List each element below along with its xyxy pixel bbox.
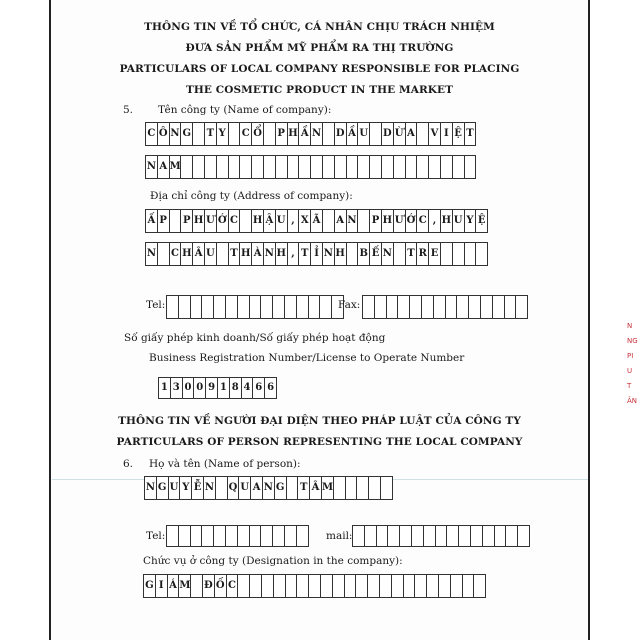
char-box: N (310, 122, 323, 146)
char-box: Ư (204, 209, 217, 233)
char-box: 6 (264, 377, 277, 399)
stamp-text: PI (627, 352, 634, 360)
person-name-grid[interactable] (144, 476, 392, 500)
char-box: Ớ (216, 209, 229, 233)
char-box: Ệ (452, 122, 465, 146)
char-box: E (428, 242, 441, 266)
license-label-english: Business Registration Number/License to Operate Number (149, 352, 465, 364)
company-address-grid-row-1[interactable] (145, 209, 487, 233)
char-box: C (228, 209, 241, 233)
person-mail-grid[interactable] (352, 525, 529, 547)
stamp-text: N (627, 322, 633, 330)
char-box: N (145, 155, 158, 179)
char-box: M (321, 476, 334, 500)
char-box: Ấ (145, 209, 158, 233)
char-box: H (180, 242, 193, 266)
char-box: P (180, 209, 193, 233)
company-name-label: Tên công ty (Name of company): (158, 104, 332, 116)
heading-2-en: PARTICULARS OF PERSON REPRESENTING THE LOCAL COMPANY (116, 436, 523, 448)
person-name-label: Họ và tên (Name of person): (149, 458, 301, 470)
red-stamp-fragment (627, 322, 639, 412)
person-tel-grid[interactable] (166, 525, 308, 547)
char-box: N (203, 476, 216, 500)
char-box: H (192, 209, 205, 233)
empty-char-box (517, 525, 530, 547)
char-box: Ô (157, 122, 170, 146)
char-box: 8 (229, 377, 242, 399)
char-box: , (428, 209, 441, 233)
char-box: , (287, 209, 300, 233)
char-box: P (157, 209, 170, 233)
char-box: H (334, 242, 347, 266)
char-box: Y (464, 209, 477, 233)
stamp-text: ẢN (627, 397, 638, 405)
char-box: T (464, 122, 477, 146)
char-box: Ố (214, 574, 227, 598)
char-box: Ệ (475, 209, 488, 233)
char-box: 1 (158, 377, 171, 399)
char-box: Q (227, 476, 240, 500)
company-fax-grid[interactable] (362, 295, 527, 319)
char-box (475, 242, 488, 266)
char-box: N (322, 242, 335, 266)
right-frame-border (588, 0, 590, 640)
char-box: C (226, 574, 239, 598)
char-box: Ớ (405, 209, 418, 233)
char-box: N (381, 242, 394, 266)
company-name-grid-row-1[interactable] (145, 122, 475, 146)
char-box: T (204, 122, 217, 146)
char-box: P (275, 122, 288, 146)
char-box: T (228, 242, 241, 266)
char-box: Â (192, 242, 205, 266)
char-box: M (169, 155, 182, 179)
heading-en-line-1: PARTICULARS OF LOCAL COMPANY RESPONSIBLE FOR PLACING (119, 63, 520, 75)
company-tel-grid[interactable] (166, 295, 343, 319)
char-box: A (405, 122, 418, 146)
char-box: 9 (205, 377, 218, 399)
empty-char-box (296, 525, 309, 547)
char-box: H (381, 209, 394, 233)
empty-char-box (515, 295, 528, 319)
char-box: Ễ (191, 476, 204, 500)
heading-2-vn: THÔNG TIN VỀ NGƯỜI ĐẠI DIỆN THEO PHÁP LUẬT CỦA CÔNG TY (118, 415, 521, 427)
license-number-grid[interactable] (158, 377, 276, 399)
char-box: U (204, 242, 217, 266)
char-box: 0 (193, 377, 206, 399)
char-box: I (155, 574, 168, 598)
stamp-text: NG (627, 337, 638, 345)
designation-label: Chức vụ ở công ty (Designation in the company): (143, 555, 403, 567)
char-box: 6 (252, 377, 265, 399)
char-box: B (357, 242, 370, 266)
stamp-text: T (627, 382, 632, 390)
char-box: U (357, 122, 370, 146)
char-box: N (169, 122, 182, 146)
char-box: Á (167, 574, 180, 598)
char-box: H (440, 209, 453, 233)
designation-grid[interactable] (143, 574, 485, 598)
char-box: G (274, 476, 287, 500)
char-box: R (416, 242, 429, 266)
char-box: G (156, 476, 169, 500)
char-box: Ế (369, 242, 382, 266)
char-box: N (262, 476, 275, 500)
char-box: Y (216, 122, 229, 146)
section-6-number: 6. (123, 458, 134, 470)
char-box: I (440, 122, 453, 146)
char-box: D (381, 122, 394, 146)
char-box: U (452, 209, 465, 233)
char-box: Ầ (298, 122, 311, 146)
char-box: U (238, 476, 251, 500)
char-box: H (251, 209, 264, 233)
person-mail-label: mail: (326, 530, 353, 542)
char-box: V (428, 122, 441, 146)
left-frame-border (49, 0, 51, 640)
char-box: N (346, 209, 359, 233)
char-box: Ổ (251, 122, 264, 146)
char-box: A (250, 476, 263, 500)
char-box: N (263, 242, 276, 266)
company-address-label: Địa chỉ công ty (Address of company): (150, 190, 353, 202)
char-box: H (287, 122, 300, 146)
char-box: H (239, 242, 252, 266)
char-box: Â (309, 476, 322, 500)
char-box: G (180, 122, 193, 146)
char-box: Ư (393, 209, 406, 233)
person-tel-label: Tel: (146, 530, 166, 542)
char-box: G (143, 574, 156, 598)
char-box: A (334, 209, 347, 233)
company-address-grid-row-2[interactable] (145, 242, 487, 266)
char-box: Đ (202, 574, 215, 598)
char-box: P (369, 209, 382, 233)
char-box: Ậ (263, 209, 276, 233)
company-tel-label: Tel: (146, 299, 166, 311)
char-box: À (251, 242, 264, 266)
stamp-text: U (627, 367, 633, 375)
char-box: U (168, 476, 181, 500)
char-box: 1 (217, 377, 230, 399)
char-box: C (239, 122, 252, 146)
char-box: A (157, 155, 170, 179)
char-box: N (144, 476, 157, 500)
char-box: Y (179, 476, 192, 500)
char-box: D (334, 122, 347, 146)
heading-vn-line-2: ĐƯA SẢN PHẨM MỸ PHẨM RA THỊ TRƯỜNG (185, 42, 454, 54)
company-name-grid-row-2[interactable] (145, 155, 475, 179)
char-box: 0 (182, 377, 195, 399)
char-box: Ừ (393, 122, 406, 146)
char-box: 4 (241, 377, 254, 399)
section-5-number: 5. (123, 104, 134, 116)
license-label: Số giấy phép kinh doanh/Số giấy phép hoạt động (124, 332, 386, 344)
char-box: 3 (170, 377, 183, 399)
char-box (473, 574, 486, 598)
char-box: Ỉ (310, 242, 323, 266)
char-box: C (416, 209, 429, 233)
char-box: M (178, 574, 191, 598)
char-box: T (297, 476, 310, 500)
char-box: , (287, 242, 300, 266)
char-box: Ầ (346, 122, 359, 146)
char-box: X (298, 209, 311, 233)
char-box: Ã (310, 209, 323, 233)
char-box: T (405, 242, 418, 266)
char-box: U (275, 209, 288, 233)
heading-vn-line-1: THÔNG TIN VỀ TỔ CHỨC, CÁ NHÂN CHỊU TRÁCH NHIỆM (144, 21, 495, 33)
char-box: T (298, 242, 311, 266)
char-box: C (169, 242, 182, 266)
heading-en-line-2: THE COSMETIC PRODUCT IN THE MARKET (185, 84, 454, 96)
char-box: N (145, 242, 158, 266)
company-fax-label: Fax: (338, 299, 361, 311)
char-box: C (145, 122, 158, 146)
char-box (380, 476, 393, 500)
char-box (464, 155, 477, 179)
char-box: H (275, 242, 288, 266)
